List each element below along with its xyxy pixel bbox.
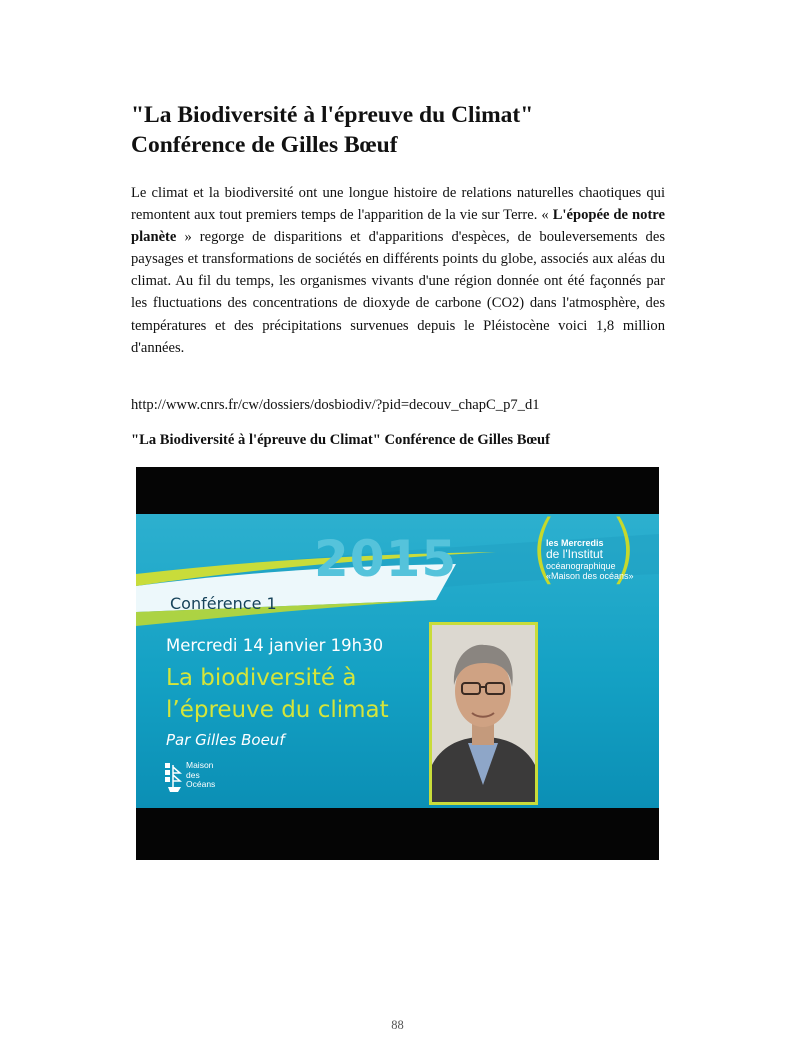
year-label: 2015	[314, 530, 458, 588]
logo-line-2: des	[186, 769, 200, 780]
logo-text	[186, 761, 215, 790]
paragraph-part-2: » regorge de disparitions et d'apparitions d'espèces, de bouleversements des paysages et transformations de sociétés en différents points du globe, associés aux aléas du climat. Au fil du temps, les organismes vivants d'une région donnée ont été façonnés par les fluctuations des concentrations de dioxyde de carbone (CO2) dans l'atmosphère, des températures et des précipitations survenues depuis le Pléistocène voici 1,8 million d'années.	[131, 229, 665, 356]
speaker-portrait	[429, 622, 538, 805]
right-parenthesis-decoration: )	[608, 514, 638, 592]
title-line-2: Conférence de Gilles Bœuf	[131, 132, 398, 158]
headline-line-2: l’épreuve du climat	[166, 697, 389, 723]
series-line-2: de l'Institut	[546, 547, 603, 561]
headline-line-1: La biodiversité à	[166, 665, 357, 691]
conference-slide	[136, 514, 659, 808]
document-title	[131, 100, 671, 160]
ship-icon	[164, 761, 182, 797]
series-label	[546, 538, 656, 581]
conference-date: Mercredi 14 janvier 19h30	[166, 636, 384, 655]
intro-paragraph	[131, 182, 665, 359]
page-number: 88	[391, 1018, 404, 1032]
maison-des-oceans-logo	[164, 761, 254, 801]
series-line-1: les Mercredis	[546, 538, 604, 548]
series-line-4: «Maison des océans»	[546, 571, 634, 581]
logo-line-1: Maison	[186, 760, 214, 770]
speaker-name: Par Gilles Boeuf	[166, 731, 285, 749]
video-caption: "La Biodiversité à l'épreuve du Climat" Conférence de Gilles Bœuf	[131, 432, 550, 448]
conference-number: Conférence 1	[170, 594, 277, 613]
series-line-3: océanographique	[546, 561, 616, 571]
left-parenthesis-decoration: (	[529, 514, 559, 592]
speaker-portrait-illustration	[432, 625, 535, 802]
title-line-1: "La Biodiversité à l'épreuve du Climat"	[131, 102, 534, 128]
paragraph-emphasis: L'épopée de notre planète	[131, 207, 665, 246]
logo-line-3: Océans	[186, 779, 216, 789]
paragraph-part-1: Le climat et la biodiversité ont une longue histoire de relations naturelles chaotiques qui remontent aux tout premiers temps de l'apparition de la vie sur Terre. «	[131, 185, 665, 224]
video-thumbnail[interactable]	[136, 467, 659, 860]
source-url[interactable]: http://www.cnrs.fr/cw/dossiers/dosbiodiv/?pid=decouv_chapC_p7_d1	[131, 397, 540, 413]
conference-headline	[166, 662, 389, 726]
